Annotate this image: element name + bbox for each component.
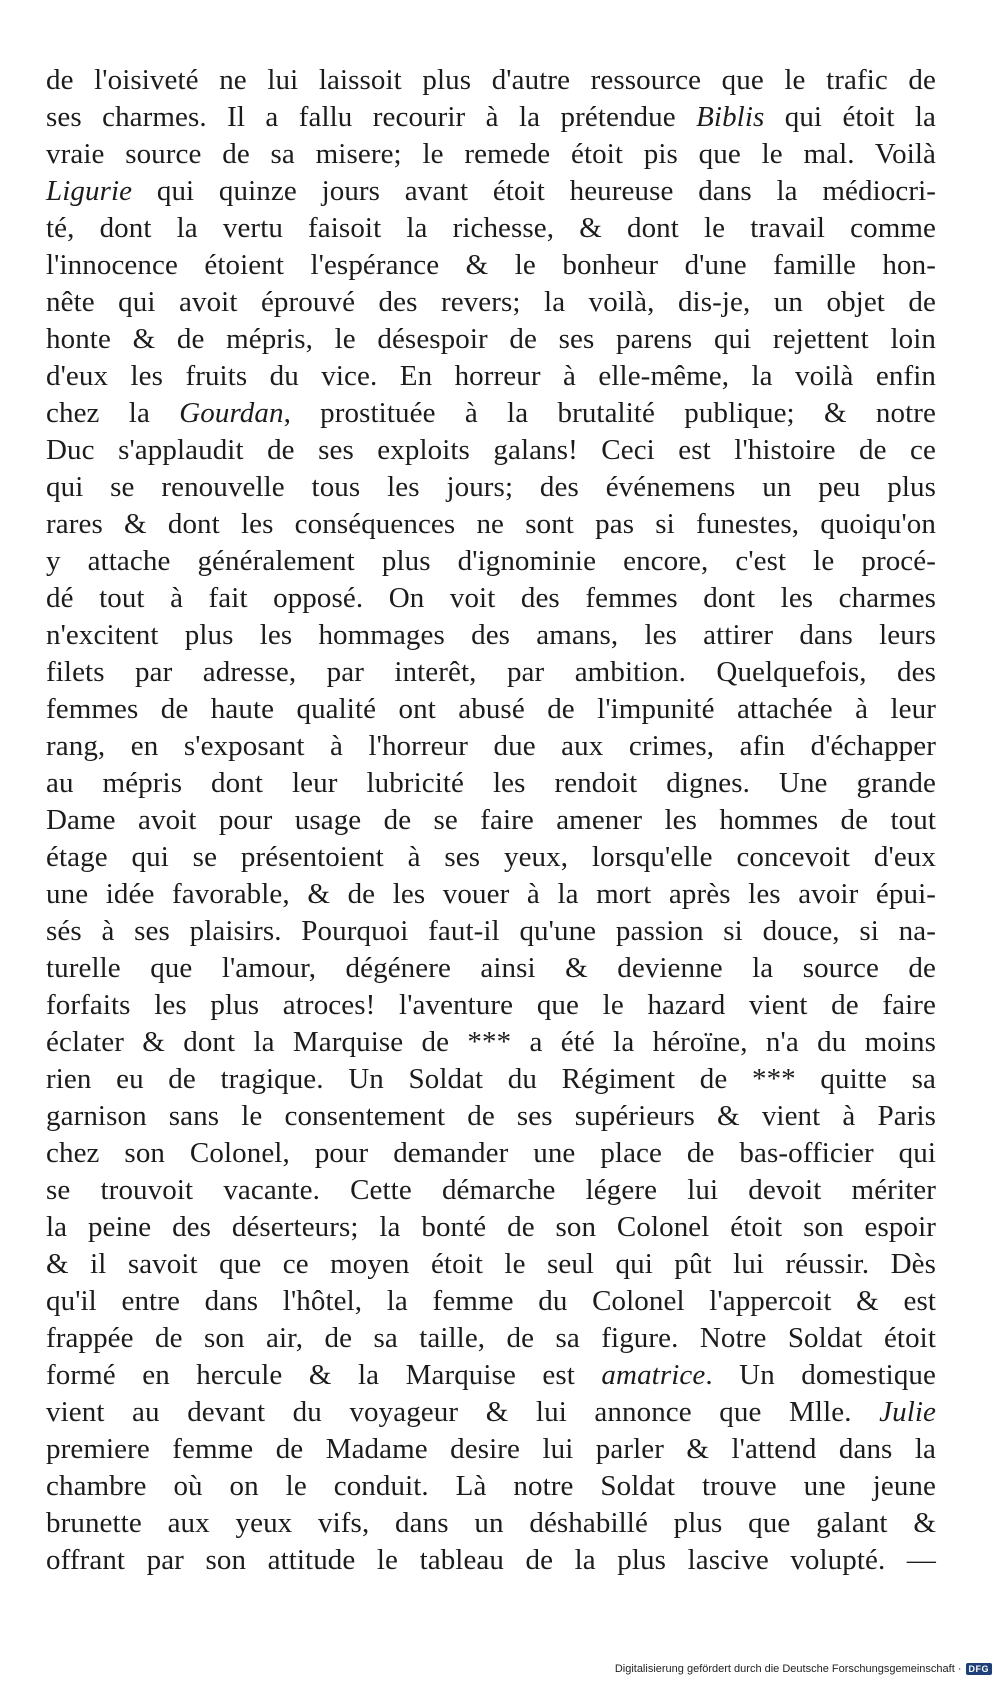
text-line	[46, 839, 936, 876]
text-line	[46, 432, 936, 469]
text-line	[46, 247, 936, 284]
text-line	[46, 913, 936, 950]
italic-text: amatrice	[601, 1359, 706, 1391]
line-text: y attache généralement plus d'ignominie encore, c'est le procé-	[46, 545, 936, 577]
text-line	[46, 173, 936, 210]
line-text: sés à ses plaisirs. Pourquoi faut-il qu'une passion si douce, si na-	[46, 915, 936, 947]
line-text: qui étoit la	[764, 101, 936, 133]
text-line	[46, 62, 936, 99]
italic-text: Gourdan	[179, 397, 284, 429]
line-text: dé tout à fait opposé. On voit des femmes dont les charmes	[46, 582, 936, 614]
text-line	[46, 1505, 936, 1542]
text-line	[46, 1172, 936, 1209]
text-line	[46, 1209, 936, 1246]
book-page	[40, 62, 942, 1576]
text-line	[46, 136, 936, 173]
text-line	[46, 506, 936, 543]
line-text: chez la	[46, 397, 180, 429]
line-text: la peine des déserteurs; la bonté de son Colonel étoit son espoir	[46, 1211, 936, 1243]
text-line	[46, 210, 936, 247]
line-text: qui quinze jours avant étoit heureuse dans la médiocri-	[132, 175, 936, 207]
dfg-logo: DFG	[966, 1663, 993, 1675]
text-line	[46, 802, 936, 839]
line-text: vient au devant du voyageur & lui annonce que Mlle.	[46, 1396, 880, 1428]
text-line	[46, 654, 936, 691]
text-line	[46, 395, 936, 432]
line-text: forfaits les plus atroces! l'aventure que le hazard vient de faire	[46, 989, 936, 1021]
line-text: ses charmes. Il a fallu recourir à la prétendue	[46, 101, 697, 133]
line-text: qu'il entre dans l'hôtel, la femme du Colonel l'appercoit & est	[46, 1285, 936, 1317]
text-line	[46, 469, 936, 506]
line-text: chambre où on le conduit. Là notre Soldat trouve une jeune	[46, 1470, 936, 1502]
line-text: frappée de son air, de sa taille, de sa figure. Notre Soldat étoit	[46, 1322, 936, 1354]
line-text: . Un domestique	[705, 1359, 936, 1391]
text-line	[46, 1283, 936, 1320]
text-line	[46, 765, 936, 802]
text-line	[46, 691, 936, 728]
text-line	[46, 1542, 936, 1579]
line-text: chez son Colonel, pour demander une place de bas-officier qui	[46, 1137, 936, 1169]
text-line	[46, 1098, 936, 1135]
line-text: nête qui avoit éprouvé des revers; la voilà, dis-je, un objet de	[46, 286, 936, 318]
text-line	[46, 1135, 936, 1172]
text-line	[46, 1468, 936, 1505]
line-text: n'excitent plus les hommages des amans, les attirer dans leurs	[46, 619, 936, 651]
line-text: rares & dont les conséquences ne sont pas si funestes, quoiqu'on	[46, 508, 936, 540]
line-text: rien eu de tragique. Un Soldat du Régiment de *** quitte sa	[46, 1063, 936, 1095]
line-text: premiere femme de Madame desire lui parler & l'attend dans la	[46, 1433, 936, 1465]
text-line	[46, 1394, 936, 1431]
line-text: Duc s'applaudit de ses exploits galans! Ceci est l'histoire de ce	[46, 434, 936, 466]
italic-text: Julie	[879, 1396, 936, 1428]
line-text: offrant par son attitude le tableau de la plus lascive volupté. —	[46, 1544, 936, 1576]
line-text: , prostituée à la brutalité publique; & notre	[283, 397, 937, 429]
line-text: une idée favorable, & de les vouer à la mort après les avoir épui-	[46, 878, 936, 910]
line-text: femmes de haute qualité ont abusé de l'impunité attachée à leur	[46, 693, 936, 725]
line-text: qui se renouvelle tous les jours; des événemens un peu plus	[46, 471, 936, 503]
line-text: l'innocence étoient l'espérance & le bonheur d'une famille hon-	[46, 249, 936, 281]
text-line	[46, 1431, 936, 1468]
line-text: brunette aux yeux vifs, dans un déshabillé plus que galant &	[46, 1507, 936, 1539]
line-text: té, dont la vertu faisoit la richesse, & dont le travail comme	[46, 212, 936, 244]
text-line	[46, 876, 936, 913]
digitization-credit	[615, 1660, 992, 1678]
line-text: éclater & dont la Marquise de *** a été la héroïne, n'a du moins	[46, 1026, 936, 1058]
text-line	[46, 1320, 936, 1357]
line-text: Dame avoit pour usage de se faire amener les hommes de tout	[46, 804, 936, 836]
line-text: étage qui se présentoient à ses yeux, lorsqu'elle concevoit d'eux	[46, 841, 936, 873]
credit-text: Digitalisierung gefördert durch die Deutsche Forschungsgemeinschaft ·	[614, 1663, 962, 1675]
line-text: rang, en s'exposant à l'horreur due aux crimes, afin d'échapper	[46, 730, 936, 762]
text-line	[46, 987, 936, 1024]
line-text: de l'oisiveté ne lui laissoit plus d'autre ressource que le trafic de	[46, 64, 936, 96]
text-line	[46, 950, 936, 987]
text-line	[46, 284, 936, 321]
line-text: turelle que l'amour, dégénere ainsi & devienne la source de	[46, 952, 936, 984]
line-text: d'eux les fruits du vice. En horreur à elle-même, la voilà enfin	[46, 360, 936, 392]
text-line	[46, 543, 936, 580]
text-line	[46, 1024, 936, 1061]
line-text: honte & de mépris, le désespoir de ses parens qui rejettent loin	[46, 323, 936, 355]
text-line	[46, 617, 936, 654]
text-line	[46, 321, 936, 358]
line-text: se trouvoit vacante. Cette démarche légere lui devoit mériter	[46, 1174, 936, 1206]
text-line	[46, 728, 936, 765]
text-line	[46, 580, 936, 617]
line-text: & il savoit que ce moyen étoit le seul qui pût lui réussir. Dès	[46, 1248, 936, 1280]
line-text: filets par adresse, par interêt, par ambition. Quelquefois, des	[46, 656, 936, 688]
line-text: vraie source de sa misere; le remede étoit pis que le mal. Voilà	[46, 138, 936, 170]
line-text: garnison sans le consentement de ses supérieurs & vient à Paris	[46, 1100, 936, 1132]
text-line	[46, 1246, 936, 1283]
text-line	[46, 358, 936, 395]
italic-text: Ligurie	[46, 175, 133, 207]
italic-text: Biblis	[696, 101, 765, 133]
text-line	[46, 1061, 936, 1098]
line-text: au mépris dont leur lubricité les rendoit dignes. Une grande	[46, 767, 936, 799]
text-line	[46, 1357, 936, 1394]
text-line	[46, 99, 936, 136]
line-text: formé en hercule & la Marquise est	[46, 1359, 602, 1391]
